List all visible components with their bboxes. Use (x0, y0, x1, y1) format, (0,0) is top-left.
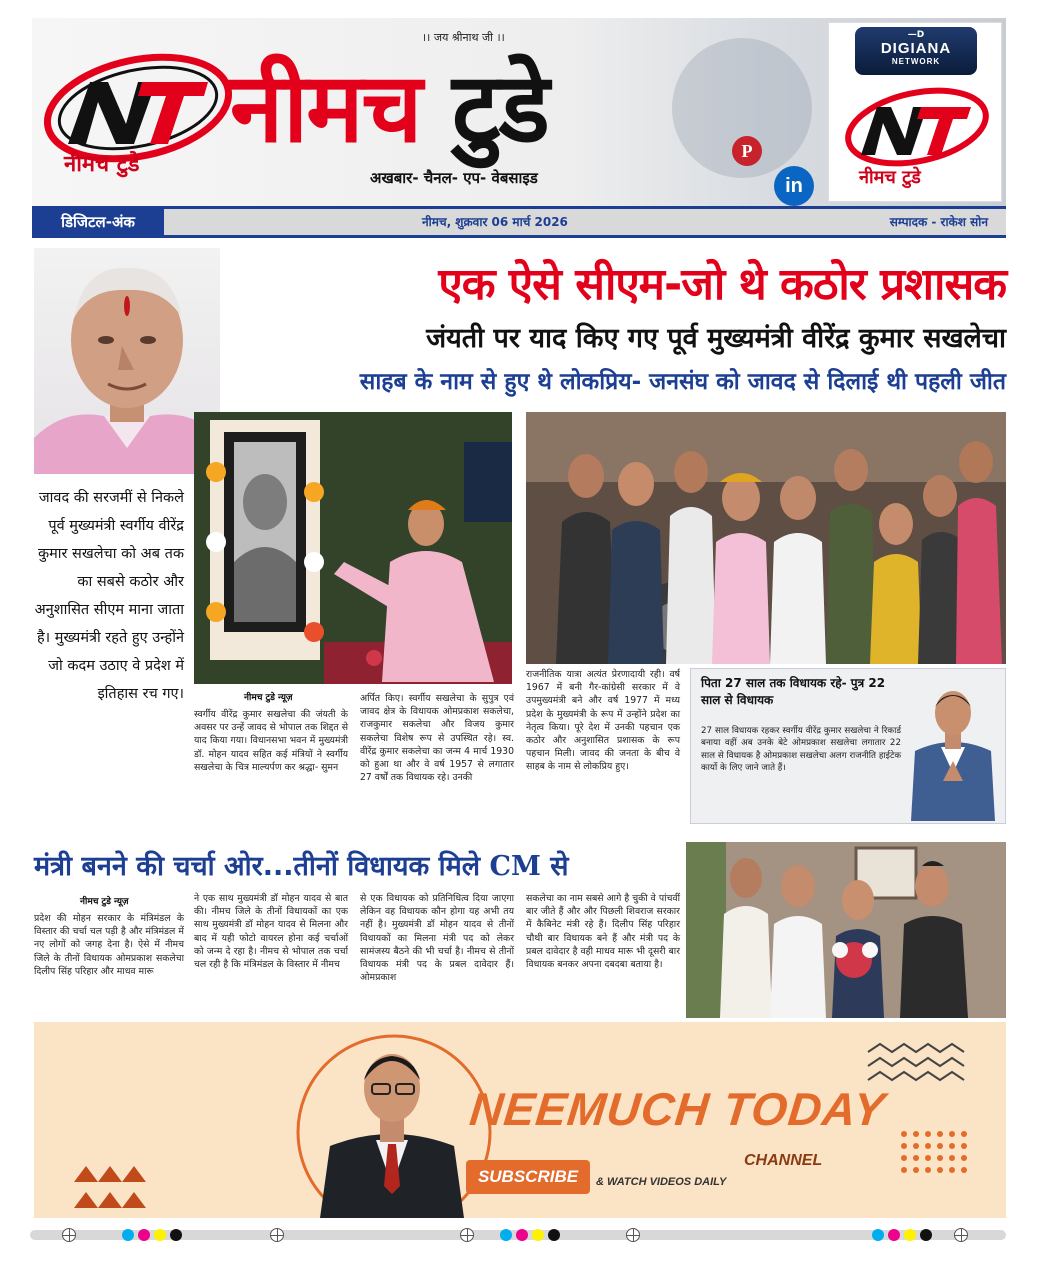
mla-photo (905, 677, 1001, 821)
dateline: नीमच, शुक्रवार 06 मार्च 2026 (422, 215, 568, 229)
crosshair-icon (954, 1228, 968, 1242)
magenta-dot-icon (888, 1229, 900, 1241)
second-headline (34, 846, 684, 883)
black-dot-icon (170, 1229, 182, 1241)
edition-label: डिजिटल-अंक (32, 209, 164, 235)
cyan-dot-icon (872, 1229, 884, 1241)
registration-bar (30, 1228, 1006, 1242)
second-column-3: से एक विधायक को प्रतिनिधित्व दिया जाएगा लेकिन वह विधायक कौन होगा यह अभी तय नहीं है। मुख्यमंत्री डॉ मोहन यादव से तीनों विधायकों का मिलना मंत्री पद को लेकर सामंजस्य बैठने की भी चर्चा है। नीमच से तीनों विधायक मंत्री पद के प्रबल दावेदार हैं। ओमप्रकाश (360, 893, 514, 984)
magenta-dot-icon (516, 1229, 528, 1241)
portrait-image (34, 248, 220, 474)
digiana-badge (855, 27, 977, 75)
yellow-dot-icon (532, 1229, 544, 1241)
brand-logo-small (839, 83, 995, 199)
black-dot-icon (920, 1229, 932, 1241)
second-byline: नीमच टुडे न्यूज़ (80, 897, 129, 907)
masthead-title-red: नीमच (230, 52, 421, 164)
lead-column-2: अर्पित किए। स्वर्गीय सखलेचा के सुपुत्र एवं जावद क्षेत्र के विधायक ओमप्रकाश सकलेचा, राजकुमार सकलेचा और विजय कुमार सकलेचा विशेष रूप से उपस्थित रहे। स्व. वीरेंद्र कुमार सकलेचा का जन्म 4 मार्च 1930 को हुआ था और वे वर्ष 1957 से लगातार 27 वर्षों तक विधायक रहे। उनकी (360, 693, 514, 784)
linkedin-icon[interactable]: in (774, 166, 814, 206)
greeting-photo (526, 412, 1006, 664)
second-column-2: ने एक साथ मुख्यमंत्री डॉ मोहन यादव से बात की। नीमच जिले के तीनों विधायकों का एक साथ मुख्यमंत्री डॉ मोहन यादव से मिलना और बाद में यही फोटो वायरल होना कई चर्चाओं को जन्म दे रहा है। नीमच से भोपाल तक चर्चा चल रही है कि मंत्रिमंडल के विस्तार में नीमच (194, 893, 348, 971)
mla-image (905, 677, 1001, 821)
anchor-photo (316, 1036, 468, 1218)
crosshair-icon (270, 1228, 284, 1242)
cyan-dot-icon (122, 1229, 134, 1241)
cyan-dot-icon (500, 1229, 512, 1241)
second-column-4: सकलेचा का नाम सबसे आगे है चुकी वे पांचवीं बार जीते हैं और और पिछली शिवराज सरकार में कैबिनेट मंत्री रहे हैं। दिलीप सिंह परिहार चौथी बार विधायक बने हैं और मंत्री पद के प्रबल दावेदार है वही माधव मारू भी दूसरी बार विधायक बनकर अपना दबदबा बताया है। (526, 893, 680, 971)
masthead-title-black: टुडे (451, 52, 548, 164)
lead-intro: जावद की सरजमीं से निकले पूर्व मुख्यमंत्री स्वर्गीय वीरेंद्र कुमार सखलेचा को अब तक का सबसे कठोर और अनुशासित सीएम माना जाता है। मुख्यमंत्री रहते हुए उन्होंने जो कदम उठाए वे प्रदेश में इतिहास रच गए। (34, 490, 184, 702)
crosshair-icon (62, 1228, 76, 1242)
digiana-mark: —D (907, 30, 925, 40)
masthead-tagline: अखबार- चैनल- एप- वेबसाइड (370, 169, 538, 187)
subscribe-button[interactable]: SUBSCRIBE (466, 1160, 590, 1194)
digiana-sub: NETWORK (891, 57, 941, 66)
yellow-dot-icon (904, 1229, 916, 1241)
brand-logo (38, 48, 234, 198)
ad-channel: CHANNEL (744, 1152, 823, 1169)
sidebar-story-box (690, 668, 1006, 824)
digiana-name: DIGIANA (880, 40, 952, 57)
second-column-1: प्रदेश की मोहन सरकार के मंत्रिमंडल के विस्तार की चर्चा चल पड़ी है और मंत्रिमंडल में नए लोगों को जगह देना है। ऐसे में नीमच जिले के तीनों विधायक ओमप्रकाश सकलेचा दिलीप सिंह परिहार और माधव मारू (34, 913, 184, 977)
black-dot-icon (548, 1229, 560, 1241)
lead-subheadline-2: साहब के नाम से हुए थे लोकप्रिय- जनसंघ को जावद से दिलाई थी पहली जीत (359, 369, 1006, 395)
invocation: ।। जय श्रीनाथ जी ।। (422, 31, 505, 44)
anchor-image (316, 1036, 468, 1218)
ad-watch-text: & WATCH VIDEOS DAILY (596, 1176, 727, 1188)
masthead (32, 18, 1006, 206)
lead-headline: एक ऐसे सीएम-जो थे कठोर प्रशासक (438, 259, 1006, 310)
meeting-photo (686, 842, 1006, 1018)
pinterest-icon[interactable]: P (732, 136, 762, 166)
second-headline-text: मंत्री बनने की चर्चा ओर...तीनों विधायक मिले (34, 851, 481, 882)
editor-credit: सम्पादक - राकेश सोन (889, 215, 988, 229)
greeting-image (526, 412, 1006, 664)
logo-caption-small: नीमच टुडे (859, 167, 921, 188)
lead-column-3: राजनीतिक यात्रा अत्यंत प्रेरणादायी रही। वर्ष 1967 में बनी गैर-कांग्रेसी सरकार में वे उपमुख्यमंत्री बने और वर्ष 1977 में मध्य प्रदेश के मुख्यमंत्री के रूप में उन्होंने प्रदेश का नेतृत्व किया। पूरे देश में उनकी पहचान एक कठोर और अनुशासित प्रशासक के रूप पहचान मिली। जावद की जनता के बीच वे साहब के नाम से लोकप्रिय हुए। (526, 669, 680, 773)
channel-advertisement[interactable] (34, 1022, 1006, 1218)
network-box (828, 22, 1002, 202)
meeting-image (686, 842, 1006, 1018)
lead-byline: नीमच टुडे न्यूज़ (244, 693, 293, 703)
lead-subheadline: जंयती पर याद किए गए पूर्व मुख्यमंत्री वीरेंद्र कुमार सखलेचा (426, 323, 1006, 354)
sidebox-text: 27 साल विधायक रहकर स्वर्गीय वीरेंद्र कुमार सखलेचा ने रिकार्ड बनाया वहीं अब उनके बेटे ओमप्रकाश सखलेचा लगातार 22 साल से विधायक है ओमप्रकाश सखलेचा अलग राजनीति हाईटेक कार्यो के लिए जाने जाते हैं। (701, 726, 901, 774)
yellow-dot-icon (154, 1229, 166, 1241)
lead-column-1: स्वर्गीय वीरेंद्र कुमार सखलेचा की जंयती के अवसर पर उन्हें जावद से भोपाल तक शिद्दत से याद किया गया। विधानसभा भवन में मुख्यमंत्री डॉ. मोहन यादव सहित कई मंत्रियों ने स्वर्गीय सखलेचा के चित्र माल्यर्पण कर श्रद्धा- सुमन (194, 709, 348, 773)
sidebox-headline: पिता 27 साल तक विधायक रहे- पुत्र 22 साल से विधायक (701, 676, 886, 707)
tribute-image (194, 412, 512, 684)
ad-title: NEEMUCH TODAY (467, 1083, 888, 1135)
portrait-photo (34, 248, 220, 474)
magenta-dot-icon (138, 1229, 150, 1241)
crosshair-icon (460, 1228, 474, 1242)
logo-caption: नीमच टुडे (64, 152, 140, 177)
second-headline-cm: CM से (489, 851, 569, 882)
tribute-photo (194, 412, 512, 684)
edition-strip (32, 206, 1006, 238)
crosshair-icon (626, 1228, 640, 1242)
